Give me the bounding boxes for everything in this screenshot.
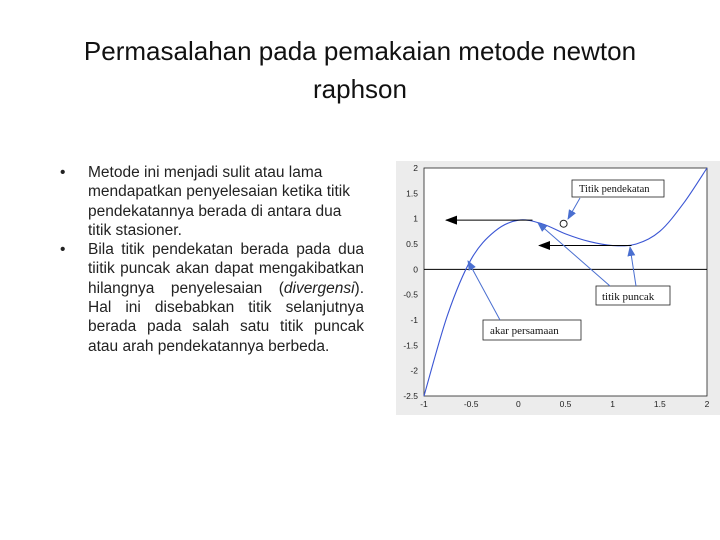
slide-title-line-2: raphson [313, 74, 407, 104]
bullet-list [58, 163, 364, 356]
newton-plot [396, 161, 720, 415]
bullet-2-italic: divergensi [283, 279, 355, 297]
y-tick-label: 0 [413, 264, 418, 275]
x-tick-label: -0.5 [463, 399, 479, 409]
y-tick-label: -2 [410, 365, 418, 376]
bullet-2-text-before: Bila titik pendekatan berada pada dua tiitik puncak akan dapat mengakibatkan hilangnya penyelesaian ( [88, 241, 364, 297]
y-tick-labels [403, 163, 418, 401]
x-tick-label: 1 [610, 399, 616, 409]
label-text-titik-pendekatan: Titik pendekatan [579, 184, 650, 195]
bullet-2-text-after: ). Hal ini disebabkan titik selanjutnya berada pada salah satu titik puncak atau arah pendekatannya berbeda. [88, 279, 364, 355]
approximation-point-marker [560, 220, 567, 227]
y-tick-label: 1.5 [406, 188, 418, 199]
x-tick-label: -1 [420, 399, 428, 409]
plot-area [424, 168, 707, 396]
y-tick-label: 0.5 [406, 239, 418, 249]
label-titik-puncak [596, 286, 670, 305]
bullet-item-1 [58, 163, 364, 240]
label-text-akar-persamaan: akar persamaan [490, 325, 559, 337]
y-tick-label: -2.5 [403, 391, 418, 401]
x-tick-label: 0 [515, 399, 521, 409]
x-tick-labels [420, 399, 709, 409]
plot-svg [396, 161, 720, 415]
slide-title-line-1: Permasalahan pada pemakaian metode newton [83, 36, 637, 66]
slide-title [40, 32, 680, 108]
y-tick-label: 1 [413, 213, 418, 224]
x-tick-label: 0.5 [559, 399, 572, 409]
label-titik-pendekatan [572, 180, 664, 197]
bullet-1-text: Metode ini menjadi sulit atau lama mendapatkan penyelesaian ketika titik pendekatannya berada di antara dua titik stasioner. [88, 164, 350, 239]
x-tick-label: 2 [704, 399, 710, 409]
label-text-titik-puncak: titik puncak [602, 291, 655, 303]
label-akar-persamaan [483, 320, 581, 340]
x-tick-label: 1.5 [653, 399, 666, 409]
y-tick-label: 2 [413, 163, 418, 173]
y-tick-label: -1.5 [403, 340, 418, 351]
y-tick-label: -1 [410, 315, 418, 325]
y-tick-label: -0.5 [403, 289, 418, 300]
bullet-item-2 [58, 240, 364, 356]
